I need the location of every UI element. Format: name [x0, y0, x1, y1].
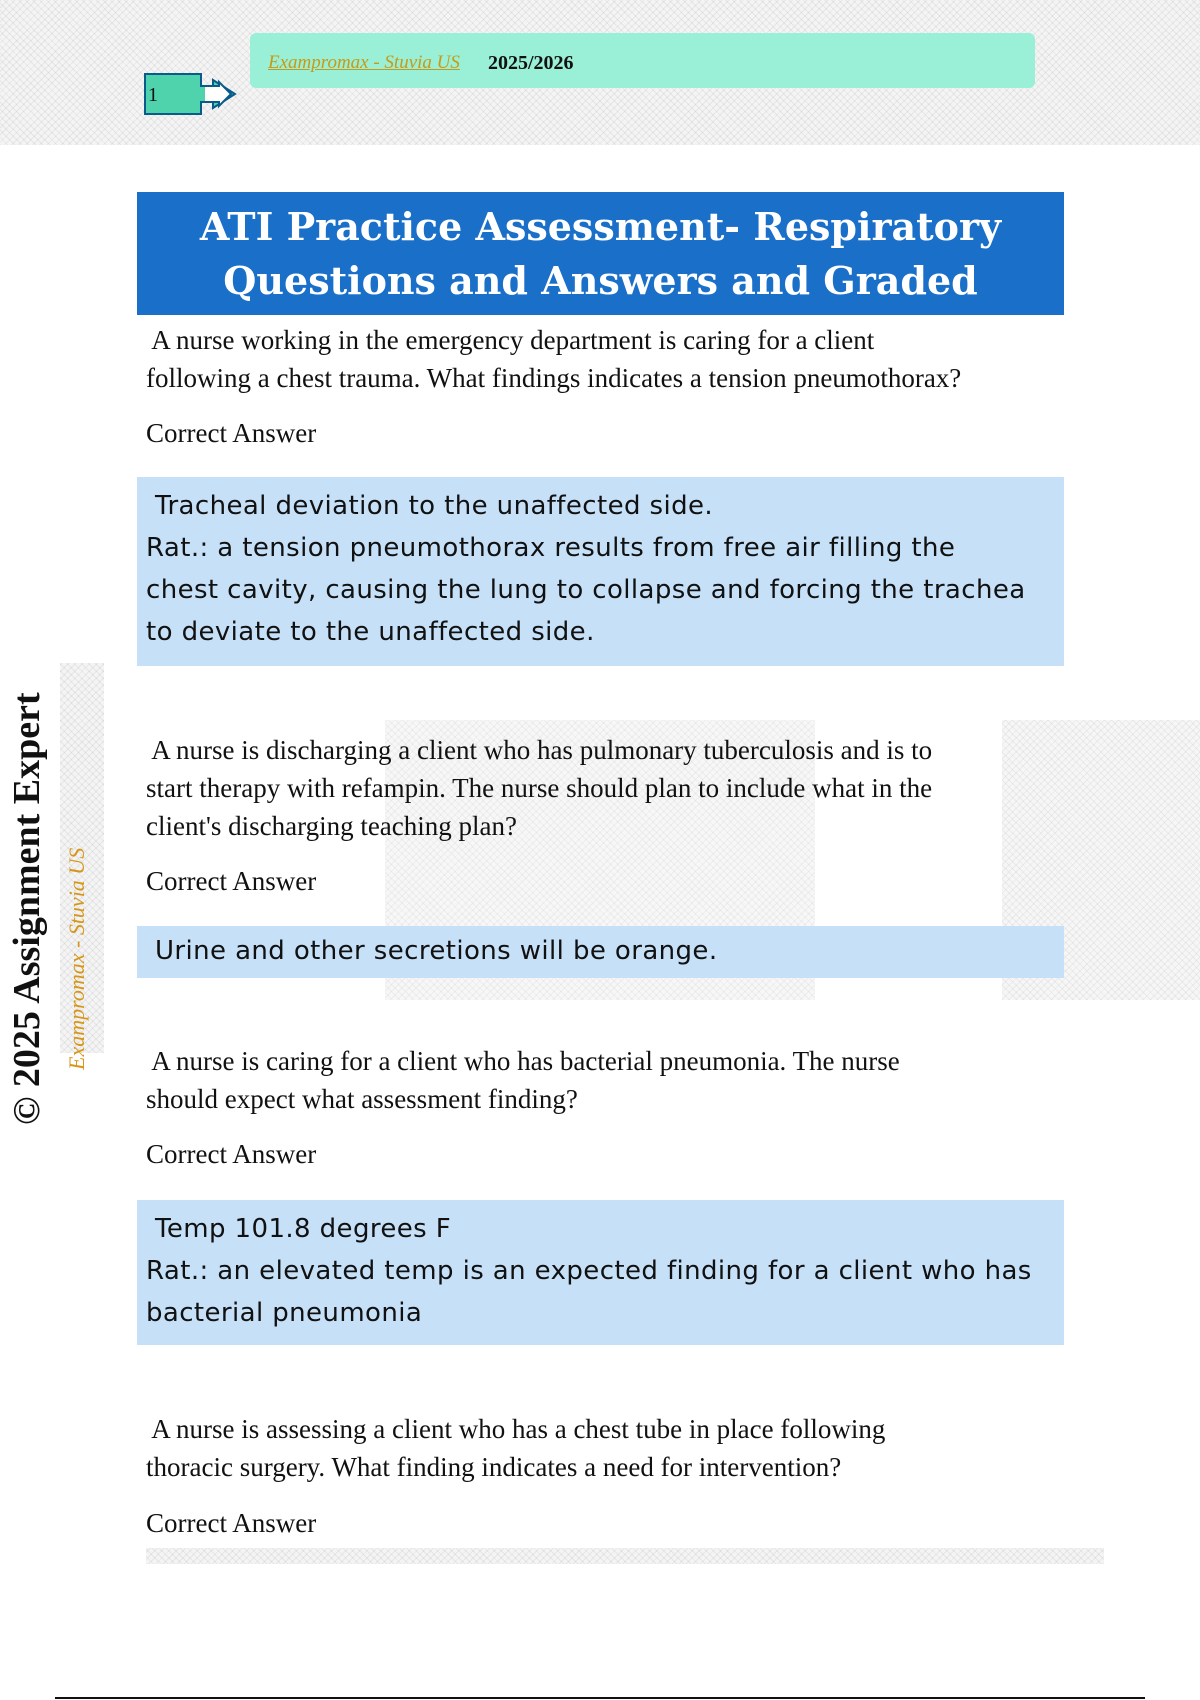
question-3: A nurse is caring for a client who has bacterial pneumonia. The nurse should expect what assessment finding?	[146, 1046, 900, 1114]
answer-box-2	[137, 926, 1064, 978]
answer-box-3	[137, 1200, 1064, 1345]
correct-answer-label: Correct Answer	[146, 418, 317, 448]
answer-text: Urine and other secretions will be orange.	[155, 936, 718, 966]
vertical-watermark: Exampromax - Stuvia US	[64, 847, 89, 1070]
title-line: Questions and Answers and Graded	[223, 257, 978, 303]
question-1: A nurse working in the emergency department is caring for a client following a chest trauma. What findings indicates a tension pneumothorax?	[146, 325, 962, 393]
correct-answer-label: Correct Answer	[146, 1508, 317, 1538]
question-2: A nurse is discharging a client who has pulmonary tuberculosis and is to start therapy with refampin. The nurse should plan to include what in the client's discharging teaching plan?	[146, 735, 933, 841]
academic-year: 2025/2026	[488, 52, 574, 74]
document-title	[137, 192, 1064, 315]
hidden-answer-placeholder	[146, 1548, 1104, 1564]
correct-answer-label: Correct Answer	[146, 1139, 317, 1169]
rationale-text: Rat.: an elevated temp is an expected finding for a client who has	[146, 1256, 1032, 1286]
answer-box-1	[137, 477, 1064, 666]
rationale-text: chest cavity, causing the lung to collapse and forcing the trachea	[146, 575, 1026, 605]
question-4: A nurse is assessing a client who has a chest tube in place following thoracic surgery. What finding indicates a need for intervention?	[146, 1414, 886, 1482]
footer-divider	[55, 1697, 1145, 1699]
rationale-text: bacterial pneumonia	[146, 1298, 423, 1328]
rationale-text: to deviate to the unaffected side.	[146, 617, 595, 647]
answer-text: Tracheal deviation to the unaffected side.	[155, 491, 714, 521]
page-number: 1	[148, 84, 158, 106]
title-line: ATI Practice Assessment- Respiratory	[199, 203, 1002, 249]
copyright-notice: © 2025 Assignment Expert	[6, 692, 48, 1125]
correct-answer-label: Correct Answer	[146, 866, 317, 896]
site-link[interactable]: Exampromax - Stuvia US	[268, 52, 460, 73]
answer-text: Temp 101.8 degrees F	[155, 1214, 452, 1244]
rationale-text: Rat.: a tension pneumothorax results from free air filling the	[146, 533, 956, 563]
